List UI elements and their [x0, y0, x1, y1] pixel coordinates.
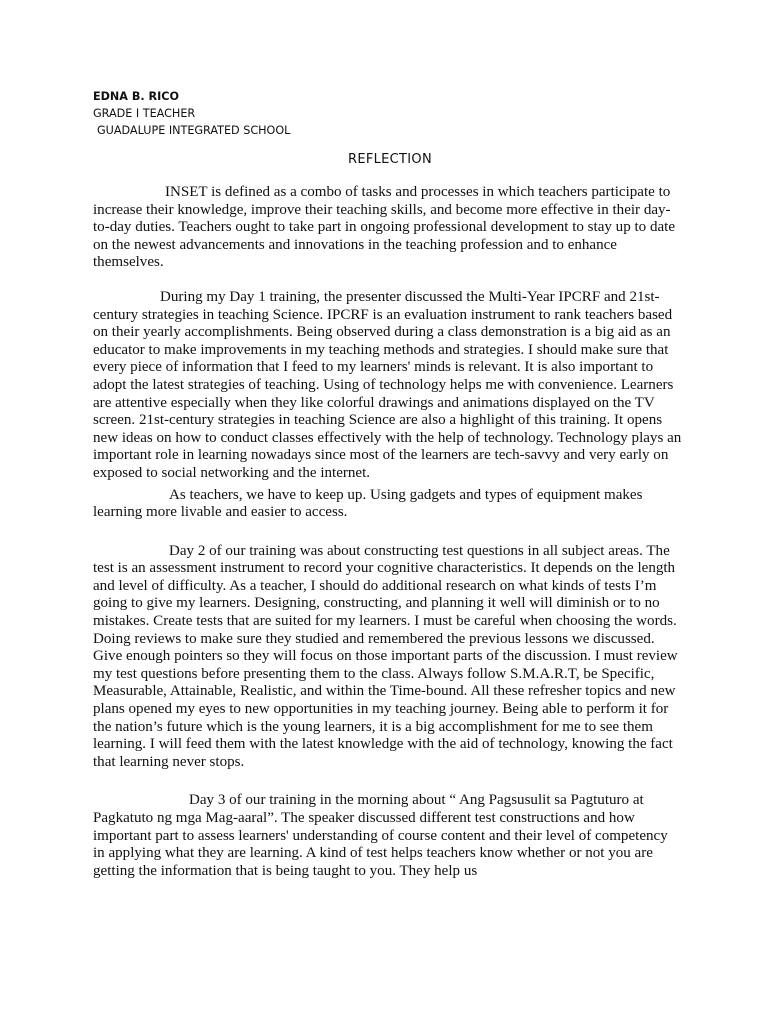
document-title: REFLECTION: [348, 152, 432, 167]
author-school: GUADALUPE INTEGRATED SCHOOL: [97, 124, 291, 137]
author-name: EDNA B. RICO: [93, 90, 180, 103]
author-position: GRADE I TEACHER: [93, 107, 196, 120]
paragraph-day-1: During my Day 1 training, the presenter discussed the Multi-Year IPCRF and 21st-century strategies in teaching Science. IPCRF is an evaluation instrument to rank teachers based on their yearly accomplishments. Being observed during a class demonstration is a big aid as an educator to make improvements in my teaching methods and strategies. I should make sure that every piece of information that I feed to my learners' minds is relevant. It is also important to adopt the latest strategies of teaching. Using of technology helps me with convenience. Learners are attentive especially when they like colorful drawings and animations displayed on the TV screen. 21st-century strategies in teaching Science are also a highlight of this training. It opens new ideas on how to conduct classes effectively with the help of technology. Technology plays an important role in learning nowadays since most of the learners are tech-savvy and very early on exposed to social networking and the internet.: [93, 288, 682, 481]
paragraph-keep-up: As teachers, we have to keep up. Using gadgets and types of equipment makes learning more livable and easier to access.: [93, 486, 643, 521]
author-block: [93, 88, 290, 139]
paragraph-inset-definition: INSET is defined as a combo of tasks and processes in which teachers participate to increase their knowledge, improve their teaching skills, and become more effective in their day-to-day duties. Teachers ought to take part in ongoing professional development to stay up to date on the newest advancements and innovations in the teaching profession and to enhance themselves.: [93, 184, 676, 271]
document-body: [93, 184, 683, 880]
paragraph-day-2: Day 2 of our training was about constructing test questions in all subject areas. The test is an assessment instrument to record your cognitive characteristics. It depends on the length and level of difficulty. As a teacher, I should do additional research on what kinds of tests I’m going to give my learners. Designing, constructing, and planning it well will diminish or to no mistakes. Create tests that are suited for my learners. I must be careful when choosing the words. Doing reviews to make sure they studied and remembered the previous lessons we discussed. Give enough pointers so they will focus on those important parts of the discussion. I must review my test questions before presenting them to the class. Always follow S.M.A.R.T, be Specific, Measurable, Attainable, Realistic, and within the Time-bound. All these refresher topics and new plans opened my eyes to new opportunities in my teaching journey. Being able to perform it for the nation’s future which is the young learners, it is a big accomplishment for me to see them learning. I will feed them with the latest knowledge with the aid of technology, knowing the fact that learning never stops.: [93, 542, 678, 770]
paragraph-day-3: Day 3 of our training in the morning about “ Ang Pagsusulit sa Pagtuturo at Pagkatuto ng mga Mag-aaral”. The speaker discussed different test constructions and how important part to assess learners' understanding of course content and their level of competency in applying what they are learning. A kind of test helps teachers know whether or not you are getting the information that is being taught to you. They help us: [93, 792, 668, 879]
